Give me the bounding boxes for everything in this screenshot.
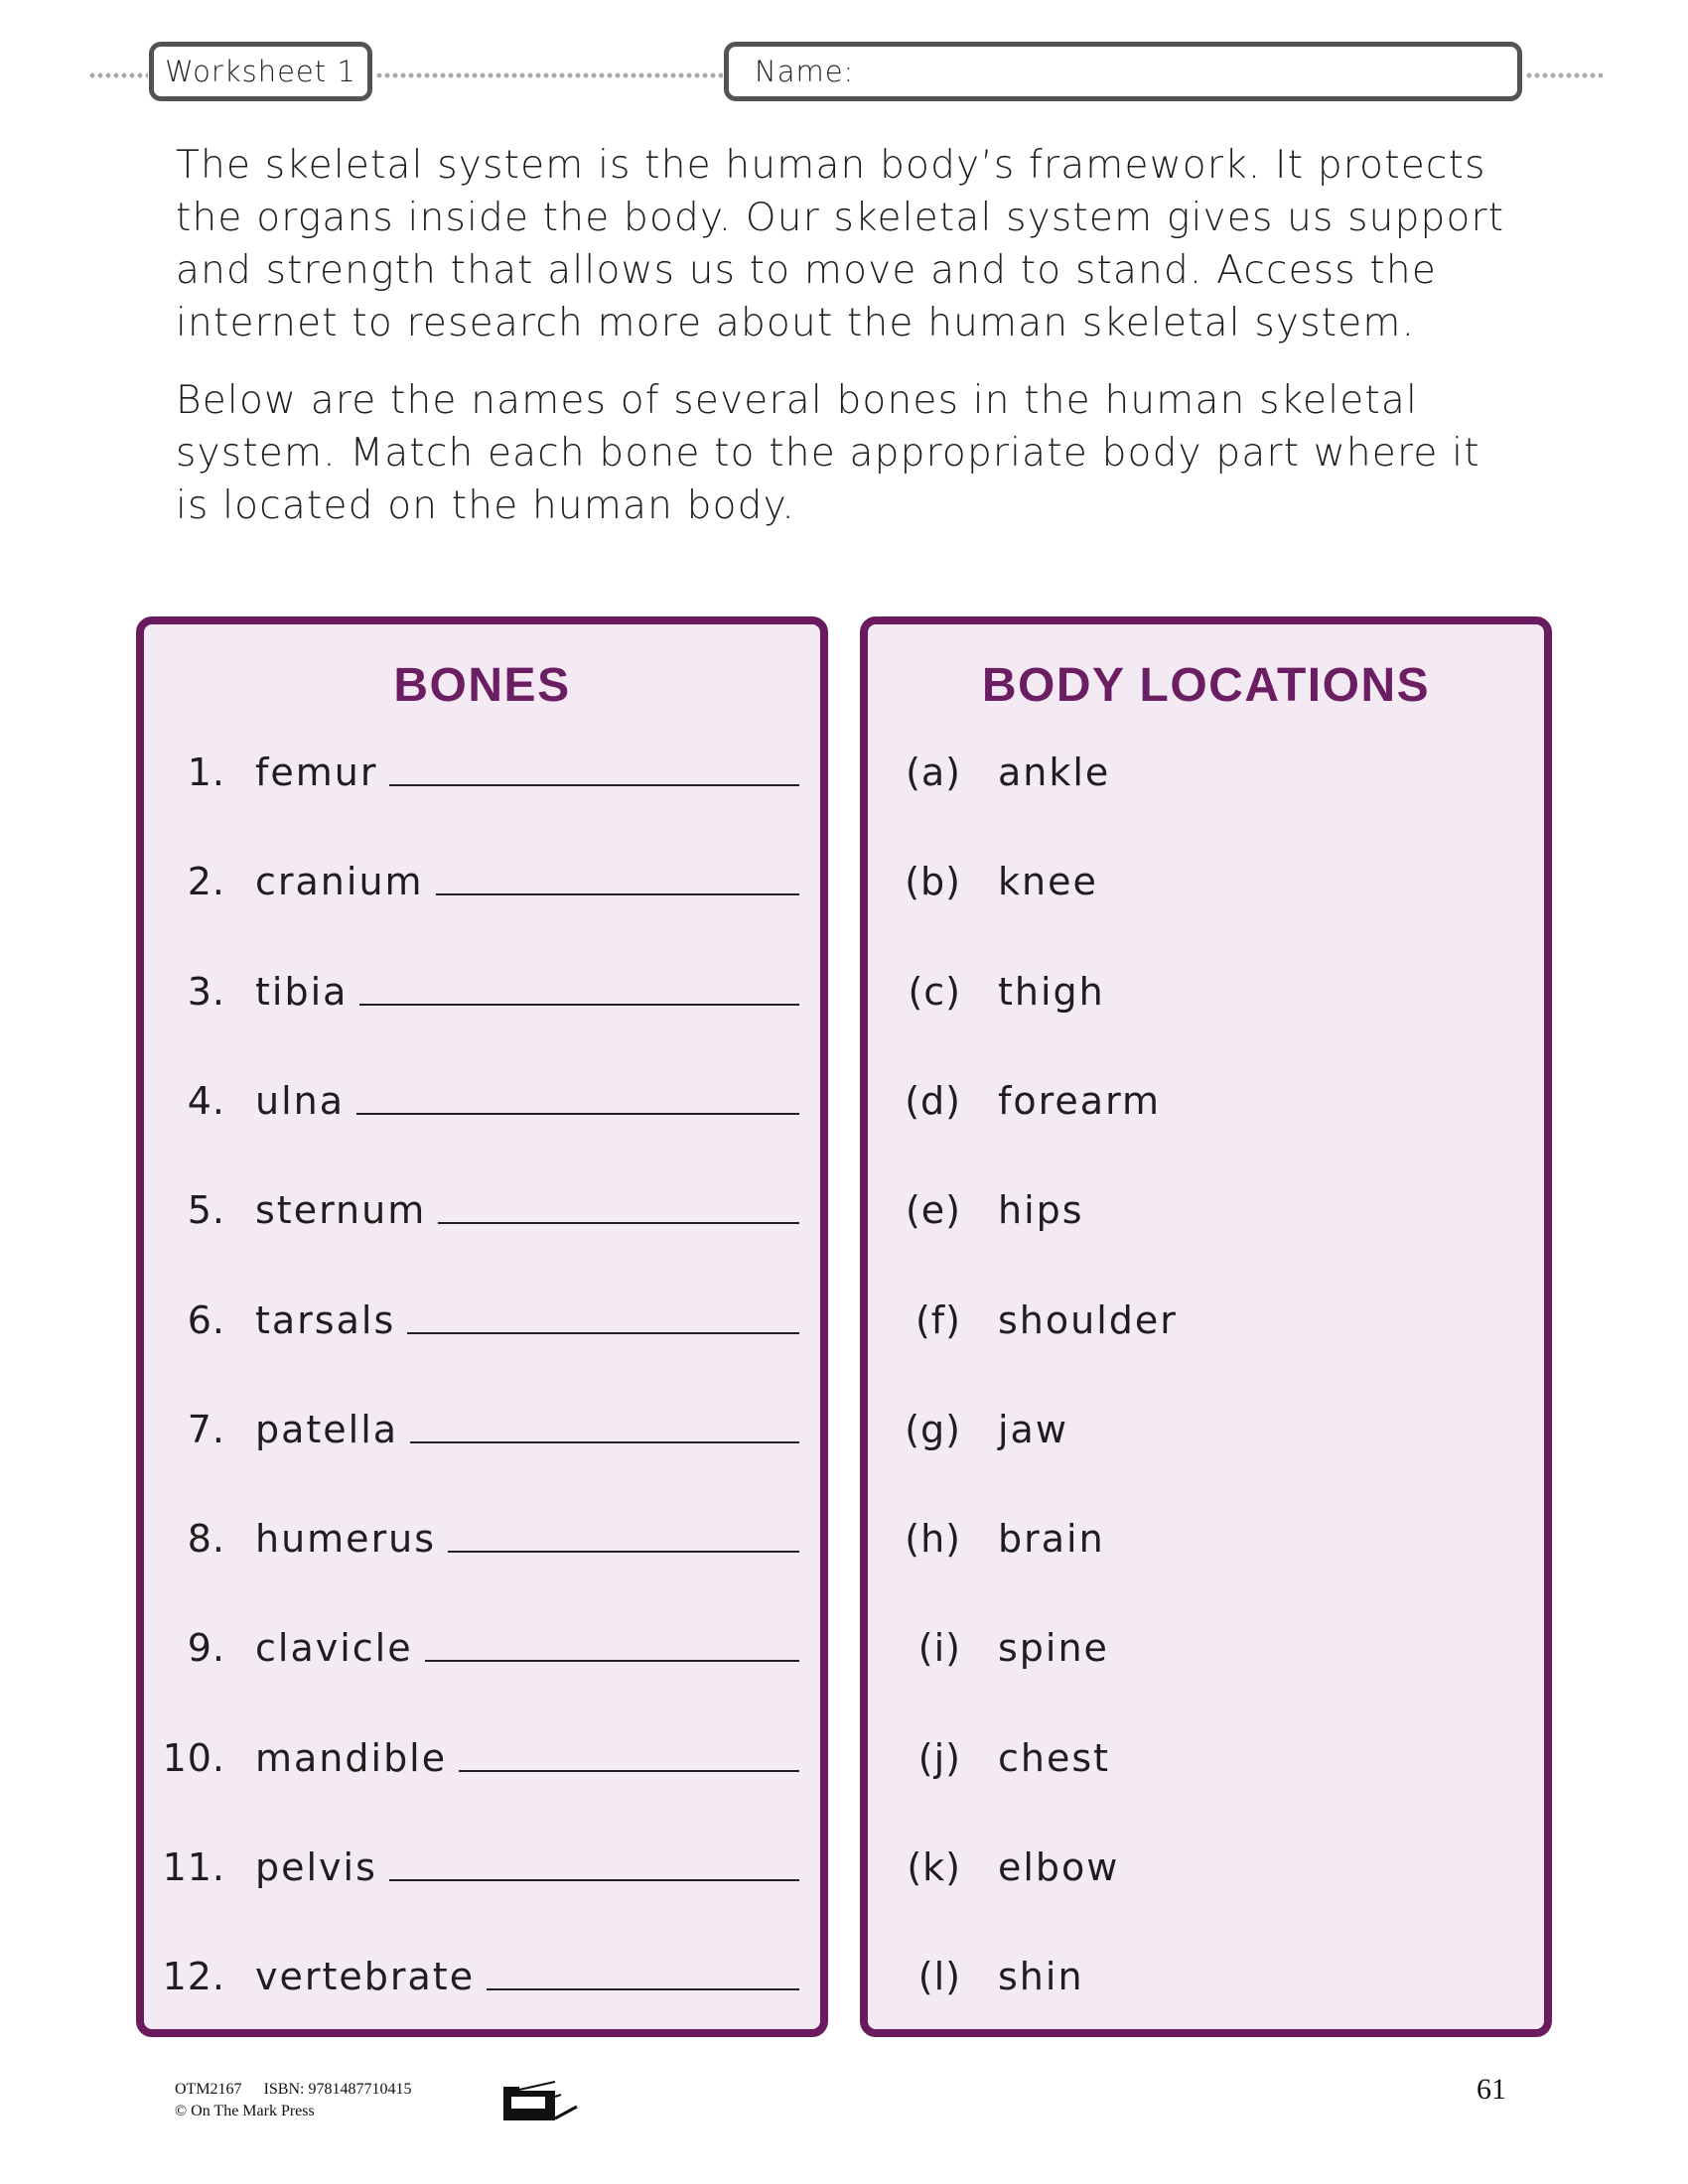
body-locations-title: BODY LOCATIONS xyxy=(981,659,1431,712)
location-name: elbow xyxy=(998,1845,1120,1889)
location-letter: (k) xyxy=(907,1845,961,1889)
location-letter: (h) xyxy=(905,1517,961,1562)
location-row xyxy=(868,1501,1544,1561)
location-letter: (l) xyxy=(917,1955,961,1999)
bone-row xyxy=(144,1063,820,1123)
bone-name: tarsals xyxy=(255,1297,396,1342)
location-row xyxy=(868,844,1544,903)
bone-name: cranium xyxy=(255,860,424,904)
location-letter: (e) xyxy=(905,1188,961,1233)
bone-name: humerus xyxy=(255,1517,437,1562)
name-label: Name: xyxy=(755,55,855,88)
bone-name: sternum xyxy=(255,1188,427,1233)
location-letter: (j) xyxy=(917,1735,961,1780)
bone-number: 7. xyxy=(187,1407,225,1451)
location-name: brain xyxy=(998,1517,1105,1562)
answer-blank[interactable] xyxy=(356,1113,799,1115)
dotted-leader-middle xyxy=(375,72,723,78)
location-name: thigh xyxy=(998,969,1105,1014)
location-letter: (a) xyxy=(906,751,961,794)
bones-panel xyxy=(136,616,828,2037)
location-letter: (f) xyxy=(914,1297,961,1342)
intro-paragraph-2: Below are the names of several bones in the human skeletal system. Match each bone to the appropriate body part where it is located on the human body. xyxy=(176,378,1480,528)
bone-row xyxy=(144,954,820,1014)
location-row xyxy=(868,1720,1544,1780)
dotted-leader-left xyxy=(88,72,148,78)
bone-row xyxy=(144,1610,820,1670)
product-code: OTM2167 xyxy=(175,2081,242,2098)
location-name: jaw xyxy=(998,1407,1068,1451)
dotted-leader-right xyxy=(1525,72,1603,78)
bone-row xyxy=(144,1392,820,1451)
location-name: ankle xyxy=(998,751,1111,794)
location-row xyxy=(868,1830,1544,1889)
bone-row xyxy=(144,1501,820,1561)
bone-name: tibia xyxy=(255,969,349,1014)
answer-blank[interactable] xyxy=(459,1770,799,1772)
copyright: © On The Mark Press xyxy=(175,2103,315,2119)
bone-number: 12. xyxy=(162,1955,225,1999)
location-row xyxy=(868,1063,1544,1123)
bone-row xyxy=(144,844,820,903)
bone-number: 8. xyxy=(187,1517,225,1562)
isbn: ISBN: 9781487710415 xyxy=(263,2081,412,2098)
location-name: hips xyxy=(998,1188,1084,1233)
bone-number: 5. xyxy=(187,1188,225,1233)
location-name: forearm xyxy=(998,1078,1162,1123)
answer-blank[interactable] xyxy=(410,1441,799,1443)
bone-name: femur xyxy=(255,751,378,794)
bone-number: 1. xyxy=(187,751,225,794)
location-name: shoulder xyxy=(998,1297,1178,1342)
bone-name: mandible xyxy=(255,1735,448,1780)
worksheet-label: Worksheet 1 xyxy=(165,55,356,88)
answer-blank[interactable] xyxy=(448,1551,799,1553)
location-row xyxy=(868,1939,1544,1998)
location-name: knee xyxy=(998,860,1098,904)
location-row xyxy=(868,1283,1544,1342)
location-letter: (b) xyxy=(905,860,961,904)
bone-row xyxy=(144,1720,820,1780)
location-name: shin xyxy=(998,1955,1084,1999)
answer-blank[interactable] xyxy=(407,1332,799,1334)
name-field[interactable] xyxy=(724,42,1522,101)
photocopier-icon xyxy=(499,2079,581,2122)
bone-number: 10. xyxy=(162,1735,225,1780)
answer-blank[interactable] xyxy=(389,1879,799,1881)
location-name: spine xyxy=(998,1626,1109,1671)
intro-paragraph-1: The skeletal system is the human body’s framework. It protects the organs inside the body. Our skeletal system gives us support and strength that allows us to move and to stand. Access the internet to research more about the human skeletal system. xyxy=(176,143,1505,345)
answer-blank[interactable] xyxy=(425,1660,799,1662)
bone-number: 4. xyxy=(187,1078,225,1123)
answer-blank[interactable] xyxy=(389,784,799,786)
location-letter: (g) xyxy=(905,1407,961,1451)
bone-row xyxy=(144,1283,820,1342)
answer-blank[interactable] xyxy=(359,1004,799,1006)
bone-number: 9. xyxy=(187,1626,225,1671)
bone-name: vertebrate xyxy=(255,1955,476,1999)
answer-blank[interactable] xyxy=(487,1988,799,1990)
page-number: 61 xyxy=(1477,2073,1506,2106)
bone-number: 6. xyxy=(187,1297,225,1342)
location-letter: (i) xyxy=(917,1626,961,1671)
location-row xyxy=(868,1392,1544,1451)
location-row xyxy=(868,1172,1544,1232)
bone-row xyxy=(144,1939,820,1998)
bone-name: pelvis xyxy=(255,1845,377,1889)
bone-number: 11. xyxy=(162,1845,225,1889)
answer-blank[interactable] xyxy=(436,893,799,895)
answer-blank[interactable] xyxy=(438,1222,799,1224)
bone-row xyxy=(144,1172,820,1232)
worksheet-label-box xyxy=(149,42,372,101)
bone-number: 2. xyxy=(187,860,225,904)
bone-name: patella xyxy=(255,1407,399,1451)
location-row xyxy=(868,1610,1544,1670)
location-row xyxy=(868,954,1544,1014)
location-letter: (d) xyxy=(905,1078,961,1123)
bone-name: clavicle xyxy=(255,1626,413,1671)
bone-row xyxy=(144,1830,820,1889)
footer-publisher-info xyxy=(175,2079,411,2122)
body-locations-panel xyxy=(860,616,1552,2037)
bone-name: ulna xyxy=(255,1078,346,1123)
bone-row xyxy=(144,735,820,794)
bones-title: BONES xyxy=(393,659,571,712)
bone-number: 3. xyxy=(187,969,225,1014)
location-name: chest xyxy=(998,1735,1111,1780)
location-letter: (c) xyxy=(908,969,961,1014)
location-row xyxy=(868,735,1544,794)
